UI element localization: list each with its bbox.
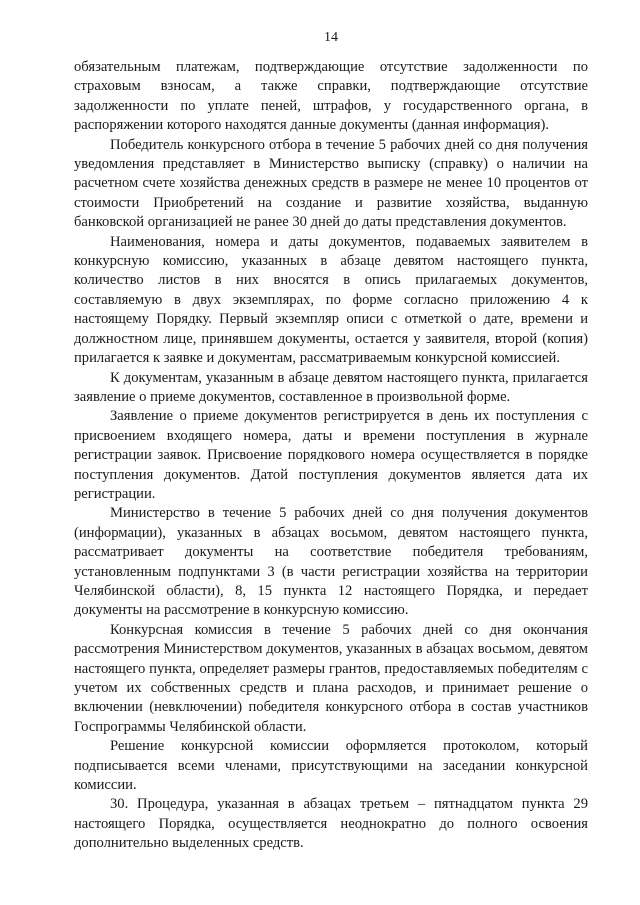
paragraph-item-30: 30. Процедура, указанная в абзацах третьем – пятнадцатом пункта 29 настоящего Порядка, осуществляется неоднократно до полного освоения дополнительно выделенных средств. xyxy=(74,796,588,852)
paragraph-continuation: обязательным платежам, подтверждающие отсутствие задолженности по страховым взносам, а также справки, подтверждающие отсутствие задолженности по уплате пеней, штрафов, у государственного органа, в распоряжении которого находятся данные документы (данная информация). xyxy=(74,59,588,134)
page-number: 14 xyxy=(324,30,338,45)
paragraph-ministry-review: Министерство в течение 5 рабочих дней со дня получения документов (информации), указанных в абзацах восьмом, девятом настоящего пункта, рассматривает документы на соответствие победителя требованиям, установленным подпунктами 3 (в части регистрации хозяйства на территории Челябинской области), 8, 15 пункта 12 настоящего Порядка, и передает документы на рассмотрение в конкурсную комиссию. xyxy=(74,505,588,619)
document-page xyxy=(74,30,588,854)
paragraph-commission-decision: Конкурсная комиссия в течение 5 рабочих дней со дня окончания рассмотрения Министерством документов, указанных в абзацах восьмом, девятом настоящего пункта, определяет размеры грантов, предоставляемых победителям с учетом их собственных средств и плана расходов, и принимает решение о включении (невключении) победителя конкурсного отбора в состав участников Госпрограммы Челябинской области. xyxy=(74,621,588,735)
paragraph-application-registration: Заявление о приеме документов регистрируется в день их поступления с присвоением входящего номера, даты и времени поступления в журнале регистрации заявок. Присвоение порядкового номера осуществляется в порядке поступления документов. Датой поступления документов является дата их регистрации. xyxy=(74,408,588,502)
paragraph-commission-protocol: Решение конкурсной комиссии оформляется протоколом, который подписывается всеми членами, присутствующими на заседании конкурсной комиссии. xyxy=(74,738,588,794)
paragraph-application-attached: К документам, указанным в абзаце девятом настоящего пункта, прилагается заявление о приеме документов, составленное в произвольной форме. xyxy=(74,369,588,405)
paragraph-winner-statement: Победитель конкурсного отбора в течение 5 рабочих дней со дня получения уведомления представляет в Министерство выписку (справку) о наличии на расчетном счете хозяйства денежных средств в размере не менее 10 процентов от стоимости Приобретений на создание и развитие хозяйства, выданную банковской организацией не ранее 30 дней до даты представления документов. xyxy=(74,136,588,231)
paragraph-documents-inventory: Наименования, номера и даты документов, подаваемых заявителем в конкурсную комиссию, указанных в абзаце девятом настоящего пункта, количество листов в них вносятся в опись прилагаемых документов, составляемую в двух экземплярах, по форме согласно приложению 4 к настоящему Порядку. Первый экземпляр описи с отметкой о дате, времени и должностном лице, принявшем документы, остается у заявителя, второй (копия) прилагается к заявке и документам, рассматриваемым конкурсной комиссией. xyxy=(74,233,588,367)
